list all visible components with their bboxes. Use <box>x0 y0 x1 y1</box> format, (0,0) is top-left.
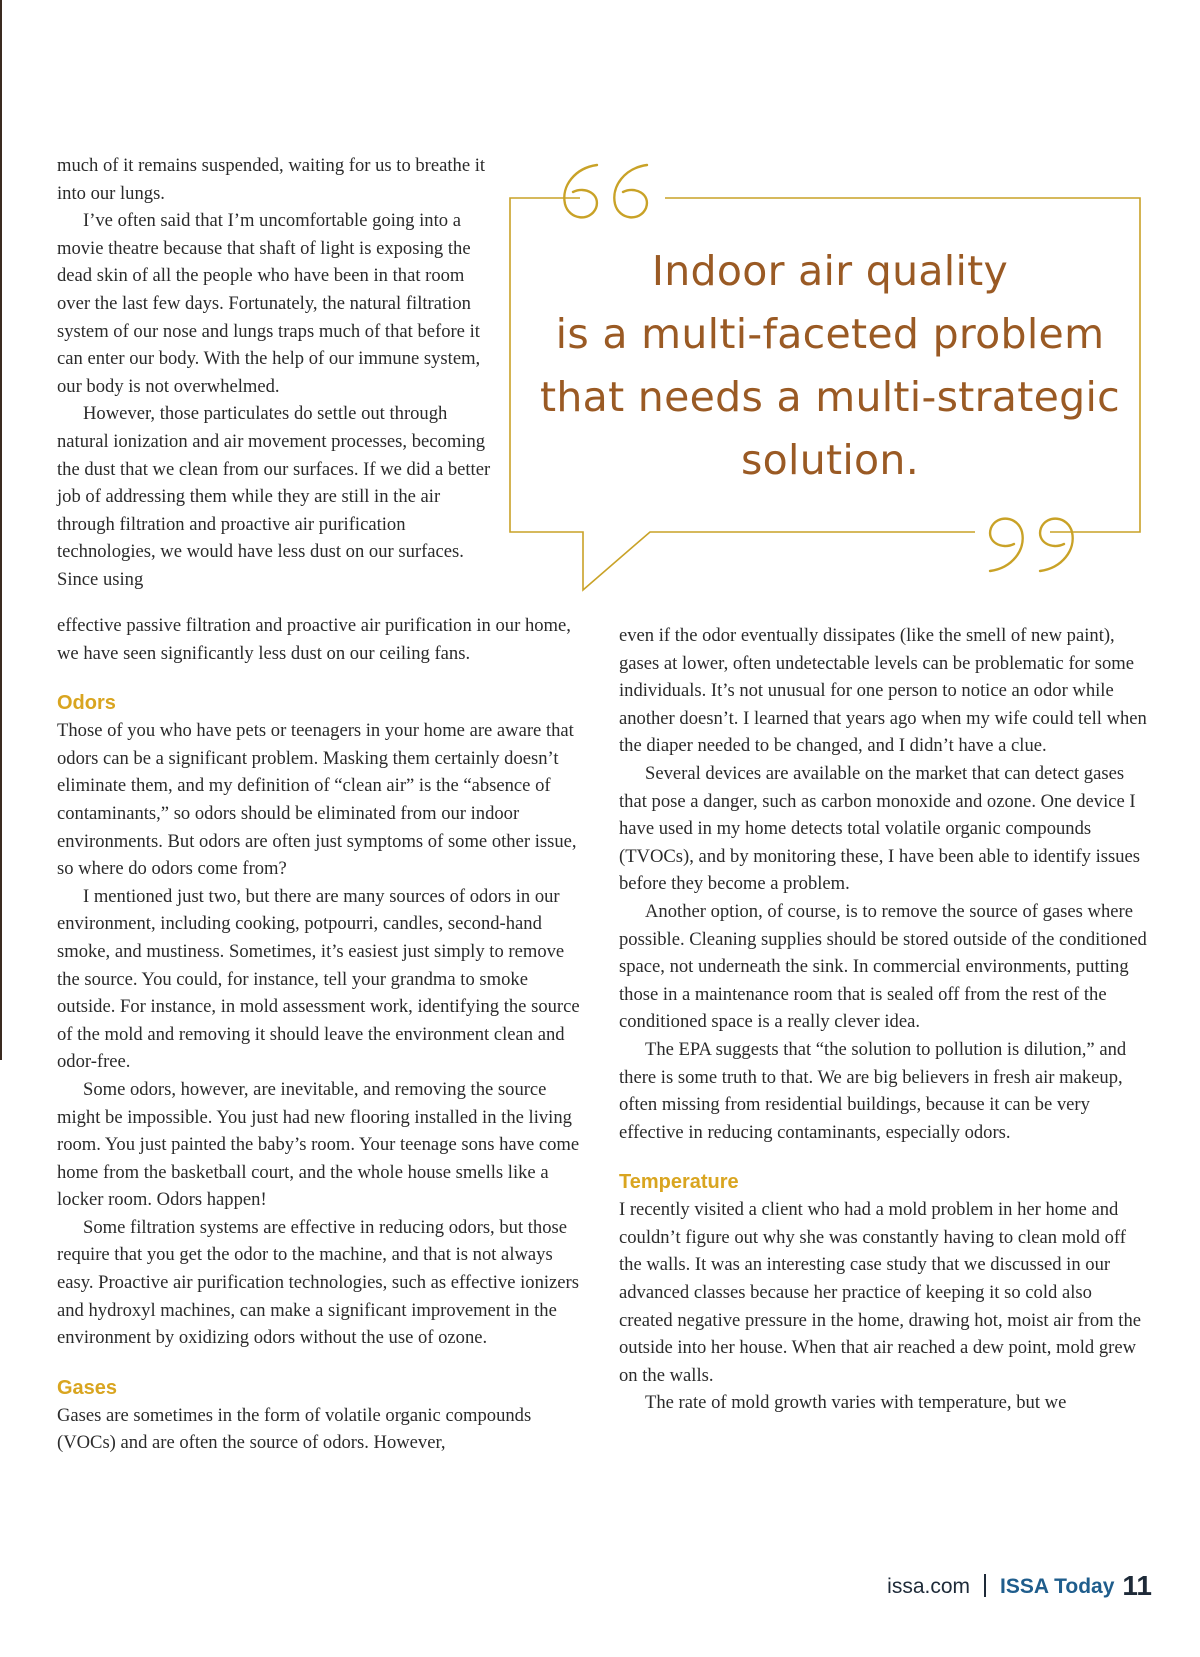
body-paragraph: much of it remains suspended, waiting for us to breathe it into our lungs. <box>57 155 486 204</box>
body-paragraph: effective passive filtration and proactive air purification in our home, we have seen significantly less dust on our ceiling fans. <box>57 615 571 664</box>
close-quote-icon <box>990 519 1073 571</box>
pull-quote-line: that needs a multi-strategic <box>540 373 1120 421</box>
body-paragraph: Several devices are available on the market that can detect gases that pose a danger, such as carbon monoxide and ozone. One device I have used in my home detects total volatile organic compounds (TVOCs), and by monitoring these, I have been able to identify issues before they become a problem. <box>619 762 1141 895</box>
body-paragraph: I’ve often said that I’m uncomfortable going into a movie theatre because that shaft of light is exposing the dead skin of all the people who have been in that room over the last few days. Fortunately, the natural filtration system of our nose and lungs traps much of that before it can enter our body. With the help of our immune system, our body is not overwhelmed. <box>57 210 481 397</box>
footer-divider <box>984 1574 986 1597</box>
body-paragraph: Another option, of course, is to remove the source of gases where possible. Cleaning supplies should be stored outside of the conditioned space, not underneath the sink. In commercial environments, putting those in a maintenance room that is sealed off from the rest of the conditioned space is a really clever idea. <box>619 900 1147 1033</box>
open-quote-icon <box>564 165 647 217</box>
body-paragraph: The EPA suggests that “the solution to pollution is dilution,” and there is some truth to that. We are big believers in fresh air makeup, often missing from residential buildings, because it can be very effective in reducing contaminants, especially odors. <box>619 1038 1127 1143</box>
page-number: 11 <box>1122 1570 1152 1601</box>
pull-quote-line: is a multi-faceted problem <box>555 310 1105 358</box>
body-paragraph: I mentioned just two, but there are many sources of odors in our environment, including cooking, potpourri, candles, second-hand smoke, and mustiness. Sometimes, it’s easiest just simply to remove the source. You could, for instance, tell your grandma to smoke outside. For instance, in mold assessment work, identifying the source of the mold and removing it should leave the environment clean and odor-free. <box>57 885 580 1073</box>
section-spacer <box>619 1146 1149 1168</box>
footer-magazine-title: ISSA Today <box>1000 1575 1115 1598</box>
section-heading: Odors <box>57 692 116 715</box>
body-paragraph: Some odors, however, are inevitable, and removing the source might be impossible. You just had new flooring installed in the living room. You just painted the baby’s room. Your teenage sons have come home from the basketball court, and the whole house smells like a locker room. Odors happen! <box>57 1078 580 1211</box>
pull-quote-line: Indoor air quality <box>651 247 1009 295</box>
section-spacer <box>57 667 587 689</box>
page-footer <box>887 1570 1152 1602</box>
footer-site: issa.com <box>887 1575 971 1598</box>
section-heading: Temperature <box>619 1171 739 1194</box>
section-heading: Gases <box>57 1376 118 1399</box>
body-paragraph: Some filtration systems are effective in reducing odors, but those require that you get the odor to the machine, and that is not always easy. Proactive air purification technologies, such as effective ionizers and hydroxyl machines, can make a significant improvement in the environment by oxidizing odors without the use of ozone. <box>57 1216 579 1349</box>
body-paragraph: I recently visited a client who had a mold problem in her home and couldn’t figure out why she was constantly having to clean mold off the walls. It was an interesting case study that we discussed in our advanced classes because her practice of keeping it so cold also created negative pressure in the home, drawing hot, moist air from the outside into her house. When that air reached a dew point, mold grew on the walls. <box>619 1199 1142 1386</box>
pull-quote-line: solution. <box>740 436 920 484</box>
body-paragraph: Gases are sometimes in the form of volatile organic compounds (VOCs) and are often the source of odors. However, <box>57 1404 532 1454</box>
left-column-bottom <box>57 612 587 1457</box>
right-column <box>619 622 1149 1417</box>
pull-quote <box>520 240 1140 492</box>
body-paragraph: Those of you who have pets or teenagers in your home are aware that odors can be a significant problem. Masking them certainly doesn’t eliminate them, and my definition of “clean air” is the “absence of contaminants,” so odors should be eliminated from our indoor environments. But odors are often just symptoms of some other issue, so where do odors come from? <box>57 720 577 880</box>
body-paragraph: The rate of mold growth varies with temperature, but we <box>645 1392 1067 1414</box>
body-paragraph: even if the odor eventually dissipates (like the smell of new paint), gases at lower, often undetectable levels can be problematic for some individuals. It’s not unusual for one person to notice an odor while another doesn’t. I learned that years ago when my wife could tell when the diaper needed to be changed, and I didn’t have a clue. <box>619 625 1147 757</box>
section-spacer <box>57 1352 587 1374</box>
body-paragraph: However, those particulates do settle out through natural ionization and air movement processes, becoming the dust that we clean from our surfaces. If we did a better job of addressing them while they are still in the air through filtration and proactive air purification technologies, we would have less dust on our surfaces. Since using <box>57 403 491 590</box>
